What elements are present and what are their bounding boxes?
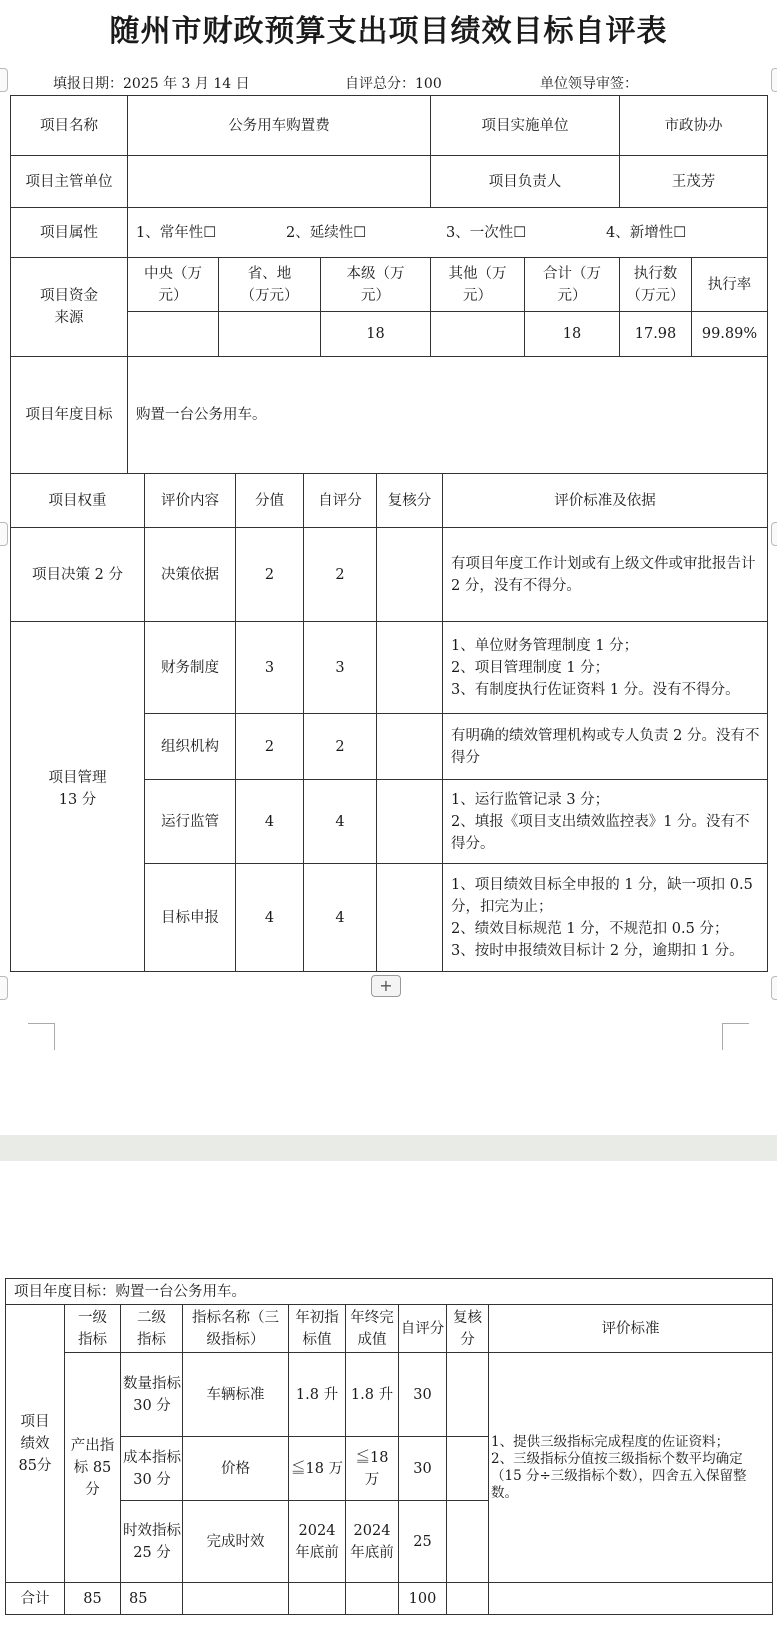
total-level2: 85 (121, 1583, 183, 1615)
leader-review: 单位领导审签： (540, 76, 638, 92)
evaluation-table (10, 473, 768, 972)
fund-header: 中央（万元） (128, 258, 219, 312)
fund-value (431, 312, 525, 357)
eval-review (377, 864, 443, 972)
init-value: ≦18 万 (289, 1437, 346, 1501)
eval-self: 3 (304, 622, 377, 714)
eval-header: 分值 (236, 474, 304, 528)
eval-score: 4 (236, 864, 304, 972)
eval-header: 复核分 (377, 474, 443, 528)
impl-unit-label: 项目实施单位 (431, 96, 620, 156)
fund-value: 18 (321, 312, 431, 357)
left-edge-handle[interactable] (0, 68, 8, 92)
page-title: 随州市财政预算支出项目绩效目标自评表 (109, 14, 668, 49)
eval-criteria: 有明确的绩效管理机构或专人负责 2 分。没有不得分 (443, 714, 768, 780)
p2-header: 自评分 (399, 1305, 447, 1353)
left-edge-handle-3[interactable] (0, 976, 8, 1000)
p2-header: 二级指标 (121, 1305, 183, 1353)
p2-header: 指标名称（三级指标） (183, 1305, 289, 1353)
fund-value (219, 312, 321, 357)
eval-content: 组织机构 (145, 714, 236, 780)
p2-header: 一级指标 (65, 1305, 121, 1353)
eval-criteria: 1、项目绩效目标全申报的 1 分，缺一项扣 0.5 分，扣完为止； 2、绩效目标规范 1 分，不规范扣 0.5 分； 3、按时申报绩效目标计 2 分，逾期扣 1 分。 (443, 864, 768, 972)
project-name-label: 项目名称 (11, 96, 128, 156)
fund-value (128, 312, 219, 357)
eval-review (377, 780, 443, 864)
final-value: 1.8 升 (346, 1353, 399, 1437)
total-level1: 85 (65, 1583, 121, 1615)
attr-option[interactable]: 2、延续性☐ (286, 224, 367, 241)
eval-criteria: 1、运行监管记录 3 分； 2、填报《项目支出绩效监控表》1 分。没有不得分。 (443, 780, 768, 864)
attr-option[interactable]: 3、一次性☐ (446, 224, 527, 241)
fund-header: 其他（万元） (431, 258, 525, 312)
fund-value: 99.89% (692, 312, 768, 357)
total-score: 自评总分：100 (345, 76, 442, 92)
indicator-name: 完成时效 (183, 1501, 289, 1583)
p2-header: 年终完成值 (346, 1305, 399, 1353)
eval-header: 项目权重 (11, 474, 145, 528)
fund-header: 执行数（万元） (620, 258, 692, 312)
review-score (447, 1501, 489, 1583)
supervisor-label: 项目主管单位 (11, 156, 128, 208)
leader-label: 项目负责人 (431, 156, 620, 208)
final-value: 2024 年底前 (346, 1501, 399, 1583)
total-label: 合计 (6, 1583, 65, 1615)
self-score: 25 (399, 1501, 447, 1583)
attr-option[interactable]: 4、新增性☐ (606, 224, 687, 241)
decision-label: 项目决策 2 分 (11, 528, 145, 622)
project-name: 公务用车购置费 (128, 96, 431, 156)
eval-header: 评价内容 (145, 474, 236, 528)
eval-content: 决策依据 (145, 528, 236, 622)
perf-label: 项目绩效85分 (6, 1305, 65, 1583)
eval-score: 3 (236, 622, 304, 714)
eval-content: 运行监管 (145, 780, 236, 864)
performance-table (5, 1278, 773, 1615)
self-score: 30 (399, 1437, 447, 1501)
crop-mark (28, 1023, 55, 1050)
eval-criteria: 1、单位财务管理制度 1 分； 2、项目管理制度 1 分； 3、有制度执行佐证资料 1 分。没有不得分。 (443, 622, 768, 714)
eval-score: 4 (236, 780, 304, 864)
right-edge-handle-2[interactable] (771, 522, 777, 546)
page-separator (0, 1135, 777, 1161)
total-self-score: 100 (399, 1583, 447, 1615)
fund-value: 18 (525, 312, 620, 357)
add-row-button[interactable]: + (371, 975, 401, 997)
fund-label: 项目资金来源 (11, 258, 128, 357)
eval-score: 2 (236, 714, 304, 780)
output-label: 产出指标 85 分 (65, 1353, 121, 1583)
eval-self: 2 (304, 714, 377, 780)
level2-indicator: 成本指标30 分 (121, 1437, 183, 1501)
eval-review (377, 528, 443, 622)
eval-criteria: 有项目年度工作计划或有上级文件或审批报告计 2 分，没有不得分。 (443, 528, 768, 622)
leader: 王茂芳 (620, 156, 768, 208)
p2-header: 复核分 (447, 1305, 489, 1353)
eval-content: 目标申报 (145, 864, 236, 972)
p2-header: 年初指标值 (289, 1305, 346, 1353)
right-edge-handle-3[interactable] (771, 976, 777, 1000)
indicator-name: 价格 (183, 1437, 289, 1501)
self-score: 30 (399, 1353, 447, 1437)
review-score (447, 1353, 489, 1437)
attr-option[interactable]: 1、常年性☐ (136, 224, 217, 241)
right-edge-handle[interactable] (771, 68, 777, 92)
goal-label: 项目年度目标 (11, 357, 128, 474)
eval-header: 自评分 (304, 474, 377, 528)
eval-self: 4 (304, 864, 377, 972)
p2-header: 评价标准 (489, 1305, 773, 1353)
eval-score: 2 (236, 528, 304, 622)
fund-header: 本级（万元） (321, 258, 431, 312)
indicator-name: 车辆标准 (183, 1353, 289, 1437)
review-score (447, 1437, 489, 1501)
eval-review (377, 714, 443, 780)
final-value: ≦18 万 (346, 1437, 399, 1501)
eval-self: 2 (304, 528, 377, 622)
eval-self: 4 (304, 780, 377, 864)
fund-header: 合计（万元） (525, 258, 620, 312)
p2-criteria: 1、提供三级指标完成程度的佐证资料； 2、三级指标分值按三级指标个数平均确定（15 分÷三级指标个数），四舍五入保留整数。 (489, 1353, 773, 1583)
crop-mark (722, 1023, 749, 1050)
fill-date: 填报日期：2025 年 3 月 14 日 (53, 76, 250, 92)
init-value: 2024 年底前 (289, 1501, 346, 1583)
left-edge-handle-2[interactable] (0, 522, 8, 546)
supervisor (128, 156, 431, 208)
project-info-table (10, 95, 768, 474)
init-value: 1.8 升 (289, 1353, 346, 1437)
eval-content: 财务制度 (145, 622, 236, 714)
level2-indicator: 时效指标25 分 (121, 1501, 183, 1583)
fund-header: 省、地（万元） (219, 258, 321, 312)
goal-line: 项目年度目标：购置一台公务用车。 (6, 1279, 773, 1305)
attr-label: 项目属性 (11, 208, 128, 258)
attr-options (128, 208, 768, 258)
eval-review (377, 622, 443, 714)
eval-header: 评价标准及依据 (443, 474, 768, 528)
management-label: 项目管理 13 分 (11, 622, 145, 972)
fund-header: 执行率 (692, 258, 768, 312)
impl-unit: 市政协办 (620, 96, 768, 156)
level2-indicator: 数量指标30 分 (121, 1353, 183, 1437)
goal-text: 购置一台公务用车。 (128, 357, 768, 474)
fund-value: 17.98 (620, 312, 692, 357)
